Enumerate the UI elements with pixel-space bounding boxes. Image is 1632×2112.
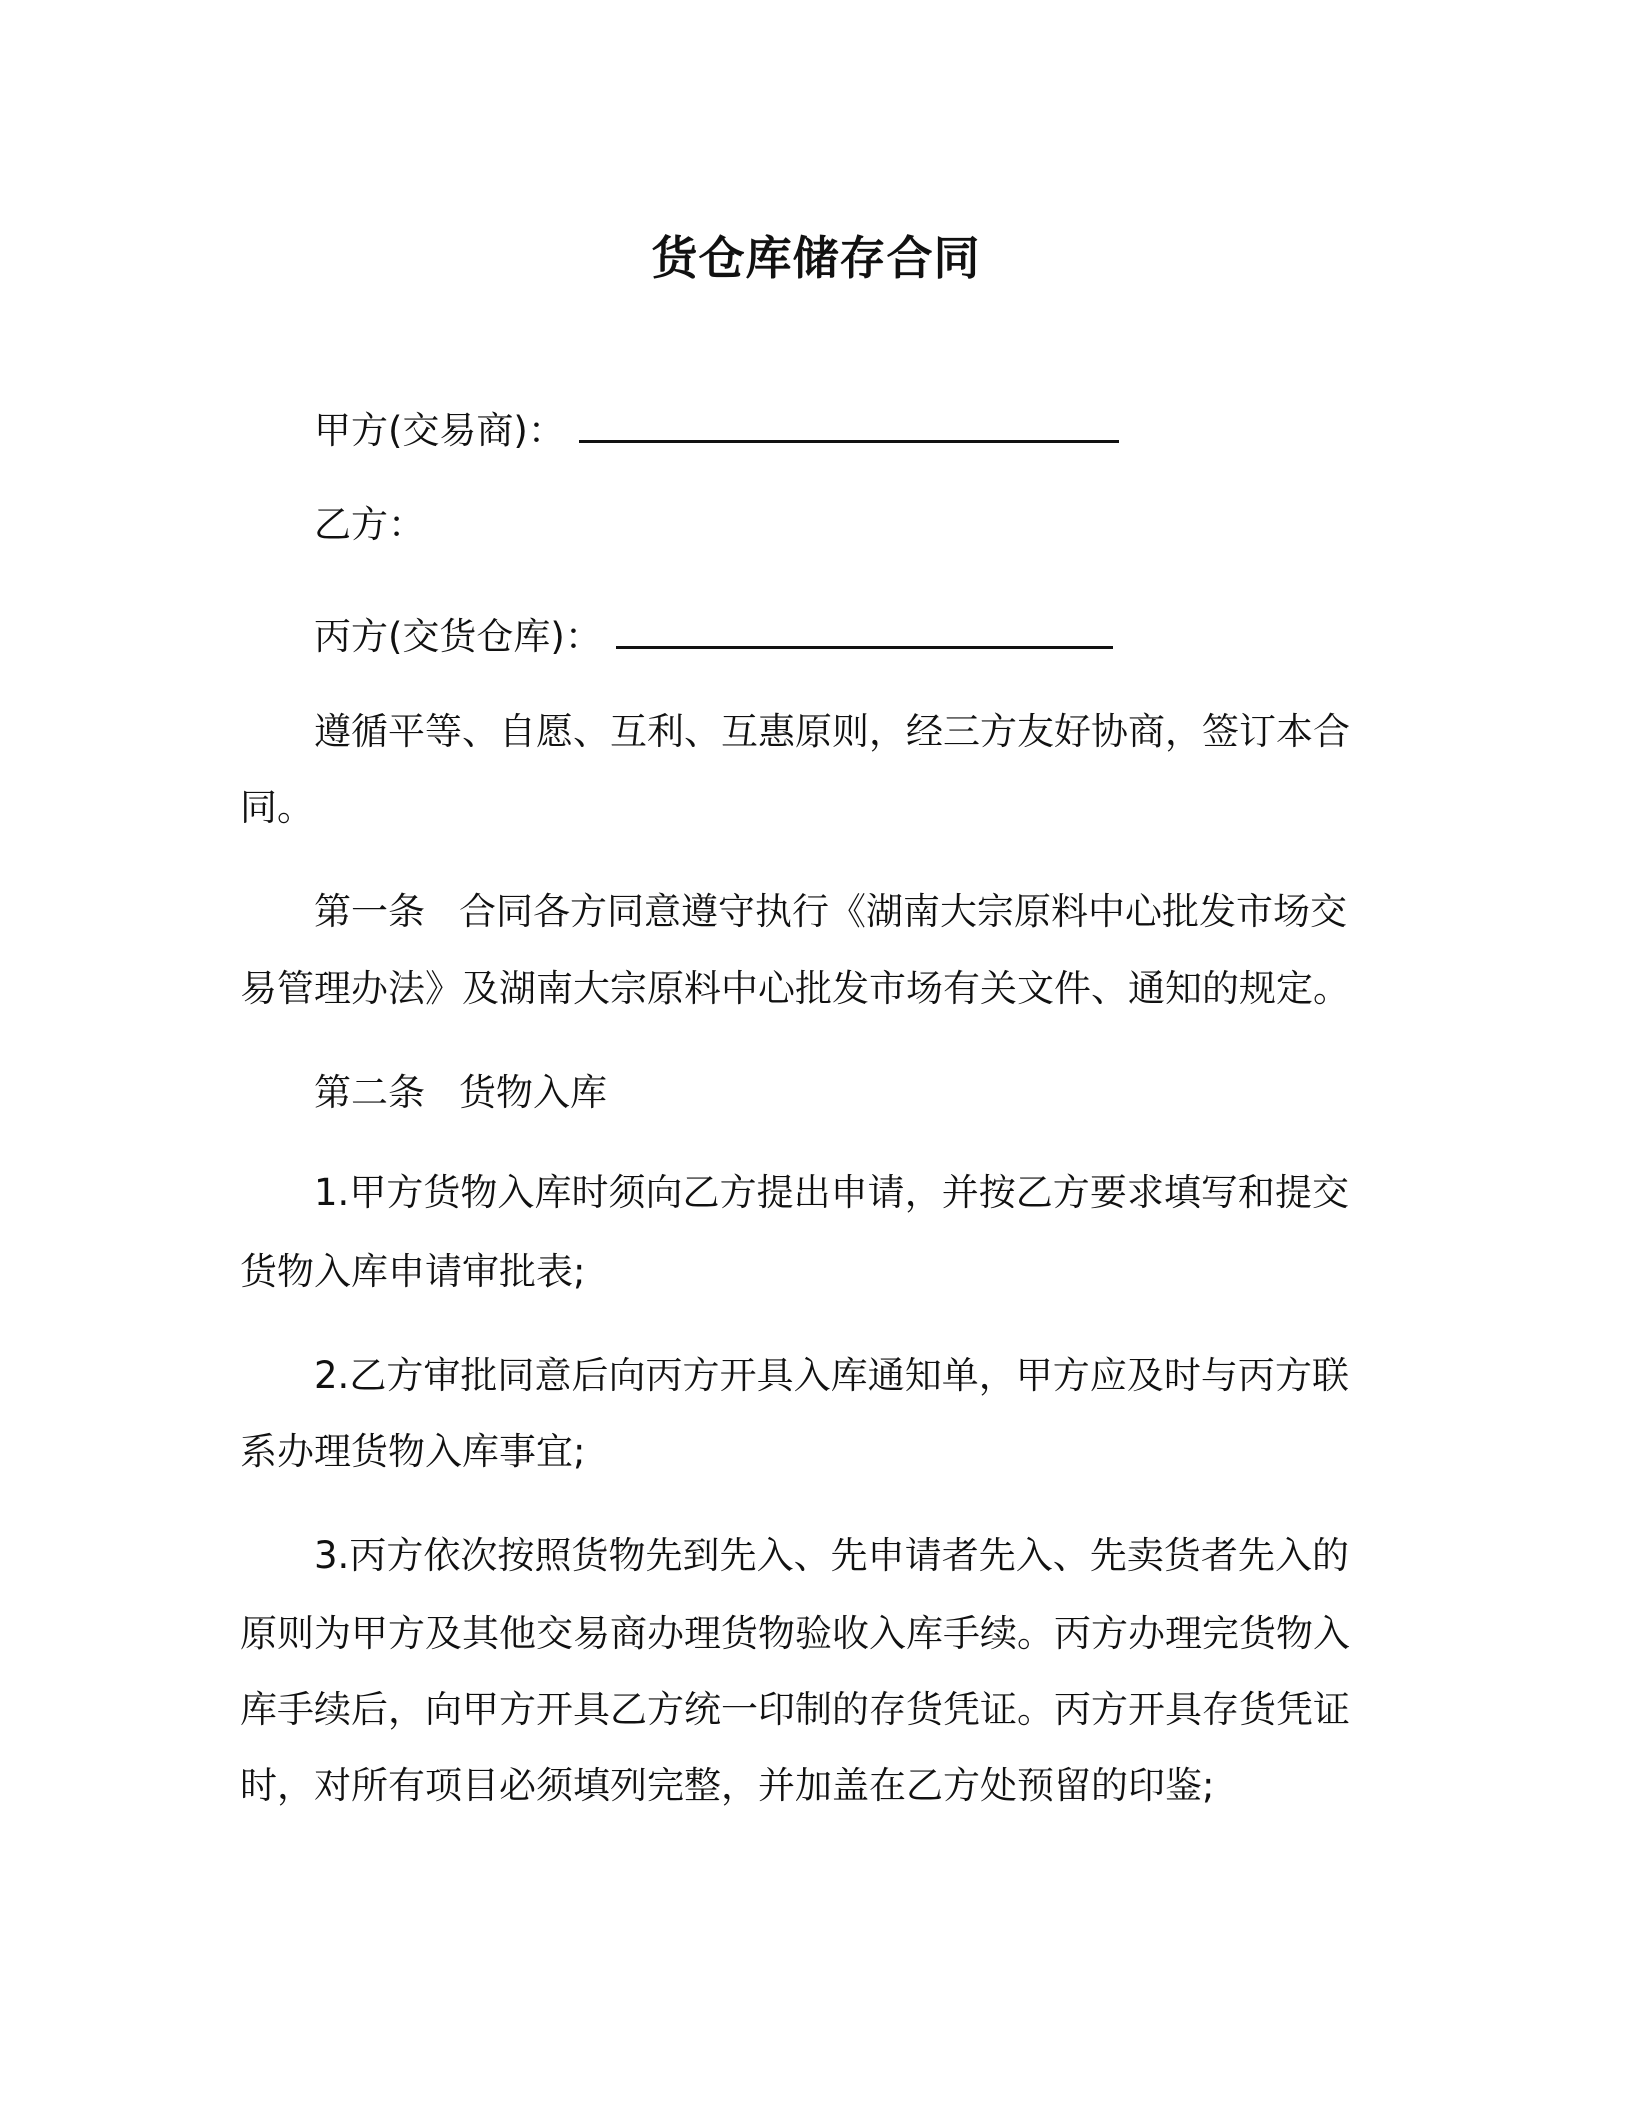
item2-line: 系办理货物入库事宜;	[240, 1430, 586, 1473]
article2-heading: 第二条	[314, 1071, 425, 1114]
item3-line: 库手续后，向甲方开具乙方统一印制的存货凭证。丙方开具存货凭证	[240, 1688, 1350, 1731]
article1-heading: 第一条	[314, 890, 425, 933]
document-title: 货仓库储存合同	[651, 231, 981, 285]
article2-heading-line	[314, 1068, 607, 1118]
article1-line: 易管理办法》及湖南大宗原料中心批发市场有关文件、通知的规定。	[240, 967, 1350, 1010]
preamble-line: 同。	[240, 786, 314, 829]
item3-line: 时，对所有项目必须填列完整，并加盖在乙方处预留的印鉴;	[240, 1764, 1215, 1807]
party-c-line	[314, 610, 1113, 660]
item3-line: 原则为甲方及其他交易商办理货物验收入库手续。丙方办理完货物入	[240, 1612, 1350, 1655]
party-c-blank	[616, 610, 1113, 649]
article1-line	[314, 887, 1347, 937]
item3-line: 3.丙方依次按照货物先到先入、先申请者先入、先卖货者先入的	[314, 1534, 1349, 1577]
party-b-label: 乙方：	[314, 503, 425, 546]
item1-line: 货物入库申请审批表;	[240, 1250, 586, 1293]
party-a-label: 甲方(交易商)：	[314, 409, 565, 452]
party-c-label: 丙方(交货仓库)：	[314, 615, 602, 658]
party-a-blank	[579, 404, 1119, 443]
article1-text: 合同各方同意遵守执行《湖南大宗原料中心批发市场交	[459, 890, 1347, 933]
item2-line: 2.乙方审批同意后向丙方开具入库通知单，甲方应及时与丙方联	[314, 1354, 1349, 1397]
item1-line: 1.甲方货物入库时须向乙方提出申请，并按乙方要求填写和提交	[314, 1171, 1349, 1214]
article2-subject: 货物入库	[459, 1071, 607, 1114]
party-a-line	[314, 404, 1119, 454]
preamble-line: 遵循平等、自愿、互利、互惠原则，经三方友好协商，签订本合	[314, 710, 1350, 753]
